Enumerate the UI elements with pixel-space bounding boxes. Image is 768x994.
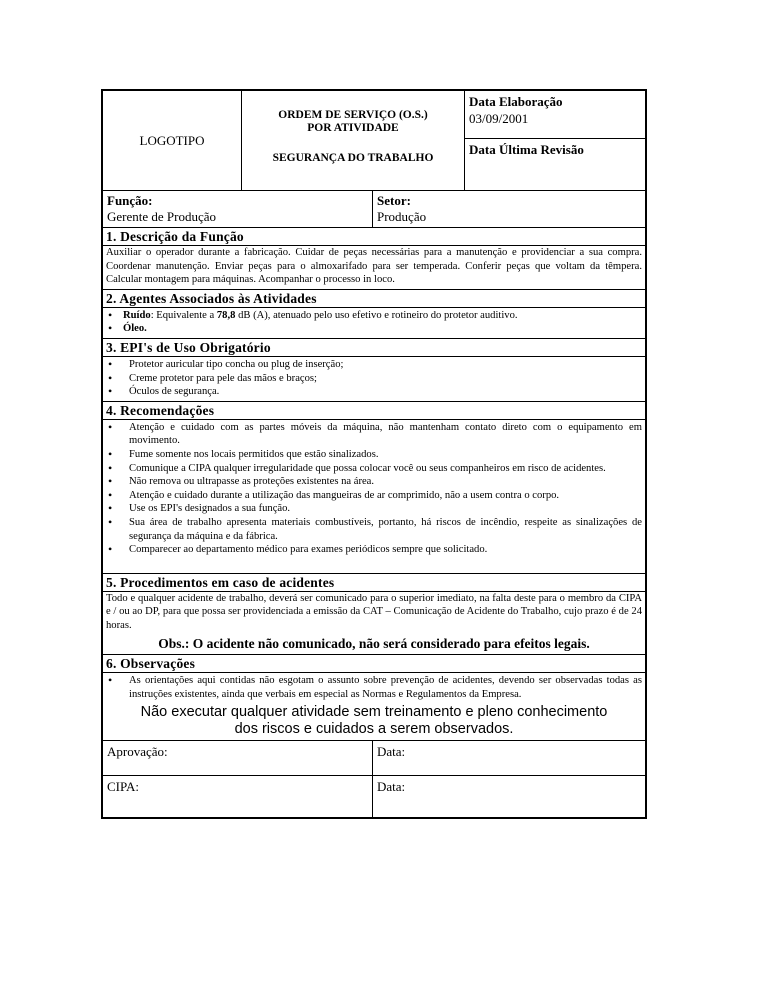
approval-field[interactable]: Aprovação: xyxy=(103,741,373,775)
function-value: Gerente de Produção xyxy=(107,209,217,224)
title-line2: POR ATIVIDADE xyxy=(307,122,399,134)
section4-title: 4. Recomendações xyxy=(103,402,645,420)
section6-title: 6. Observações xyxy=(103,655,645,673)
safety-notice xyxy=(103,704,645,740)
list-item-oil: • Óleo. xyxy=(106,322,642,336)
section4-list xyxy=(103,420,645,574)
approval-row xyxy=(103,741,645,776)
date-last-revision-label: Data Última Revisão xyxy=(469,142,584,157)
section3-list xyxy=(103,357,645,402)
title-subtitle: SEGURANÇA DO TRABALHO xyxy=(272,152,434,164)
service-order-form xyxy=(101,89,647,819)
cipa-date-field[interactable]: Data: xyxy=(377,778,406,794)
section5-text: Todo e qualquer acidente de trabalho, deverá ser comunicado para o superior imediato, na falta deste para o membro da CIPA e / ou ao DP, para que possa ser providenciada a emissão da CAT – Comunicação de Acidente do Trabalho, cujo prazo é de 24 horas. xyxy=(106,592,642,631)
list-item: • Protetor auricular tipo concha ou plug de inserção; xyxy=(106,358,642,372)
section5-title: 5. Procedimentos em caso de acidentes xyxy=(103,574,645,592)
sector-value: Produção xyxy=(377,209,427,224)
list-item: • Comunique a CIPA qualquer irregularidade que possa colocar você ou seus companheiros em risco de acidentes. xyxy=(106,462,642,476)
list-item: • Creme protetor para pele das mãos e braços; xyxy=(106,372,642,386)
section2-title: 2. Agentes Associados às Atividades xyxy=(103,290,645,308)
cipa-row xyxy=(103,776,645,817)
sector-field xyxy=(373,191,645,227)
section1-title: 1. Descrição da Função xyxy=(103,228,645,246)
section5-obs: Obs.: O acidente não comunicado, não será considerado para efeitos legais. xyxy=(158,636,590,652)
list-item: • Atenção e cuidado durante a utilização das mangueiras de ar comprimido, não a usem contra o corpo. xyxy=(106,489,642,503)
date-elaboration-label: Data Elaboração xyxy=(469,94,563,109)
approval-date-field[interactable]: Data: xyxy=(377,743,406,759)
date-elaboration xyxy=(465,91,645,139)
form-header xyxy=(103,91,645,191)
title-line1: ORDEM DE SERVIÇO (O.S.) xyxy=(278,109,428,121)
dates-box xyxy=(465,91,645,190)
notice-line2: dos riscos e cuidados a serem observados. xyxy=(234,720,514,737)
list-item: • Sua área de trabalho apresenta materiais combustíveis, portanto, há riscos de incêndio, respeite as sinalizações de segurança da máquina e da fábrica. xyxy=(106,516,642,543)
section6-content xyxy=(103,673,645,740)
logo-placeholder: LOGOTIPO xyxy=(103,91,242,190)
list-item: • Comparecer ao departamento médico para exames periódicos sempre que solicitado. xyxy=(106,543,642,557)
form-title xyxy=(242,91,465,190)
cipa-field[interactable]: CIPA: xyxy=(103,776,373,817)
section5-content xyxy=(103,592,645,656)
function-field xyxy=(103,191,373,227)
sector-label: Setor: xyxy=(377,193,411,208)
notice-line1: Não executar qualquer atividade sem treinamento e pleno conhecimento xyxy=(140,703,608,720)
list-item: • Não remova ou ultrapasse as proteções existentes na área. xyxy=(106,475,642,489)
list-item-noise: • Ruído: Equivalente a 78,8 dB (A), atenuado pelo uso efetivo e rotineiro do protetor auditivo. xyxy=(106,309,642,323)
list-item: • Óculos de segurança. xyxy=(106,385,642,399)
list-item: • Atenção e cuidado com as partes móveis da máquina, não mantenham contato direto com o equipamento em movimento. xyxy=(106,421,642,448)
section2-list xyxy=(103,308,645,339)
section1-text: Auxiliar o operador durante a fabricação. Cuidar de peças necessárias para a manutenção e providenciar a sua compra. Coordenar manutenção. Enviar peças para o almoxarifado para ser temperada. Conferir peças que voltam da têmpera. Calcular montagem para máquinas. Acompanhar o processo in loco. xyxy=(103,246,645,290)
section3-title: 3. EPI's de Uso Obrigatório xyxy=(103,339,645,357)
list-item: • Use os EPI's designados a sua função. xyxy=(106,502,642,516)
list-item: • Fume somente nos locais permitidos que estão sinalizados. xyxy=(106,448,642,462)
function-label: Função: xyxy=(107,193,153,208)
function-sector-row xyxy=(103,191,645,228)
list-item: • As orientações aqui contidas não esgotam o assunto sobre prevenção de acidentes, devendo ser observadas todas as instruções existentes, ainda que verbais em especial as Normas e Regulamentos da Empresa. xyxy=(106,674,642,701)
date-elaboration-value: 03/09/2001 xyxy=(469,111,529,126)
